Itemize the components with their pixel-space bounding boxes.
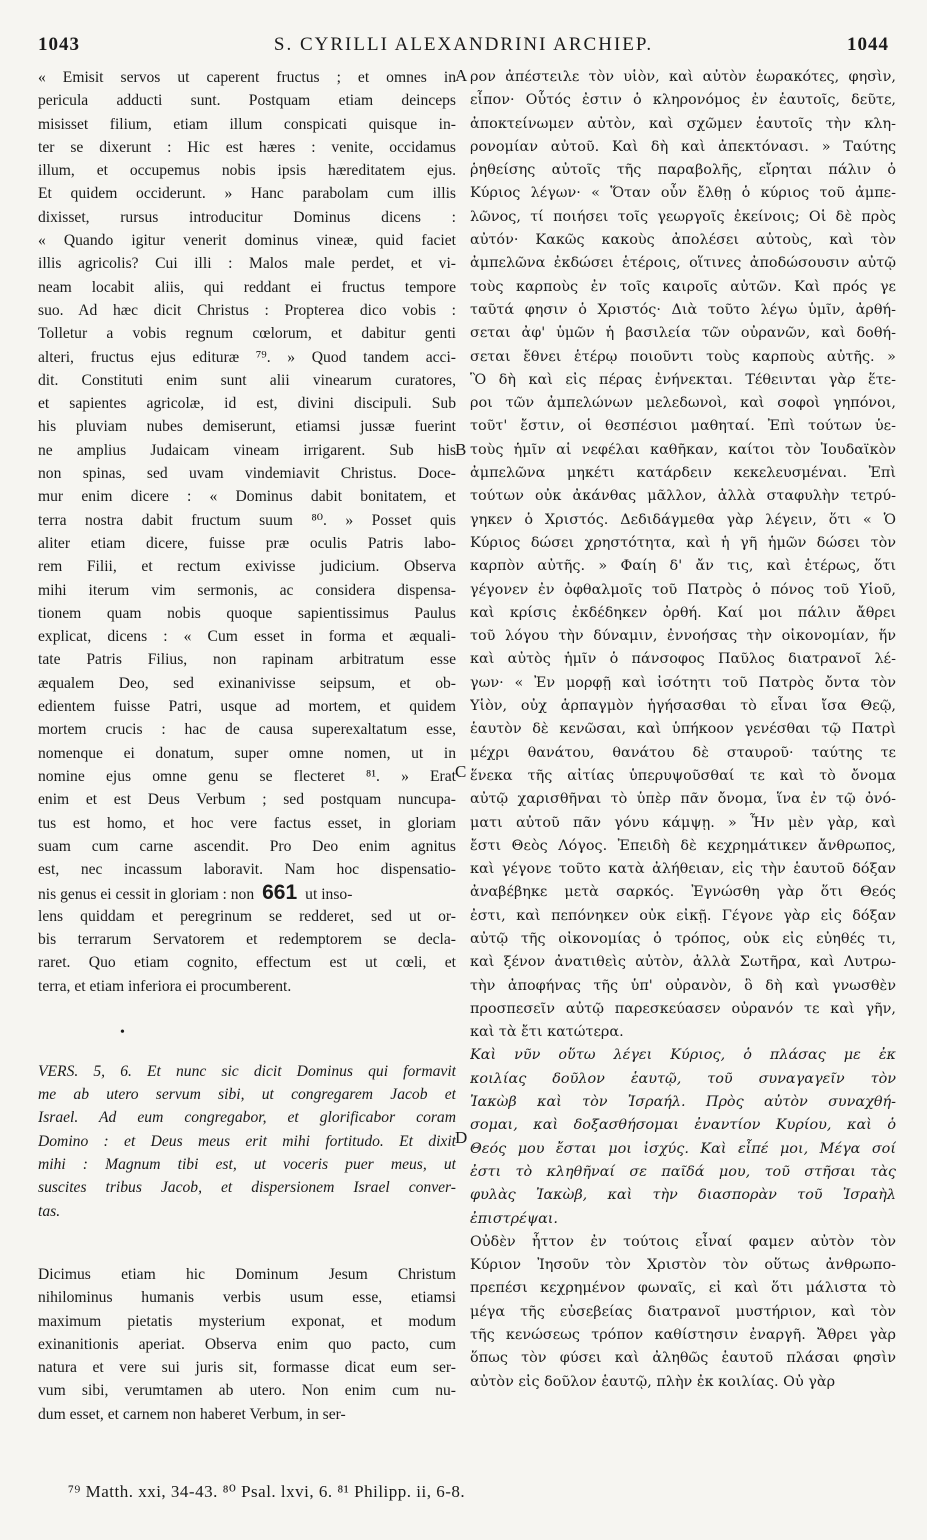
latin-line: terra nostra dabit fructum suum ⁸⁰. » Posset quis (38, 511, 456, 529)
greek-line: Κύριος λέγων· « Ὅταν οὖν ἔλθῃ ὁ κύριος τοῦ ἀμπε- (470, 185, 896, 202)
greek-line: καὶ τὰ ἔτι κατώτερα. (470, 1024, 624, 1041)
footnotes: ⁷⁹ Matth. xxi, 34-43. ⁸⁰ Psal. lxvi, 6. ⁸¹ Philipp. ii, 6-8. (68, 1482, 466, 1501)
latin-line: bis terrarum Servatorem et redemptorem se decla- (38, 930, 456, 948)
greek-line: καὶ ξένον ἀνατιθεὶς αὐτὸν, ἀλλὰ Σωτῆρα, καὶ Λυτρω- (470, 954, 896, 971)
latin-line: mihi iterum vim sermonis, ac considera dispensa- (38, 581, 456, 599)
latin-line: Tolletur a vobis regnum cœlorum, et dabitur genti (38, 325, 456, 343)
spacer (38, 998, 456, 1038)
latin-verse-line: VERS. 5, 6. Et nunc sic dicit Dominus qui formavit (38, 1062, 456, 1080)
latin-line: mur enim dicere : « Dominus dabit bonitatem, et (38, 488, 456, 506)
margin-letter-b: B (455, 440, 467, 459)
left-page-number: 1043 (38, 34, 80, 55)
latin-line: tate Patris Filius, non rapinam arbitratum esse (38, 651, 456, 669)
latin-verse-line: Israel. Ad eum congregabor, et glorificabor coram (38, 1109, 456, 1127)
greek-line: εἶπον· Οὗτός ἐστιν ὁ κληρονόμος ἐν ἑαυτοῖς, δεῦτε, (470, 92, 896, 109)
latin-line (38, 881, 456, 904)
greek-line: τῆς κενώσεως τρόπον καθίστησιν ἐναργῆ. Ἄθρει γὰρ (470, 1327, 896, 1344)
spacer (38, 1223, 456, 1263)
greek-line: σεται ἀφ' ὑμῶν ἡ βασιλεία τῶν οὐρανῶν, καὶ δοθή- (470, 325, 896, 342)
greek-verse-line: Ἰακὼβ καὶ τὸν Ἰσραήλ. Πρὸς αὐτὸν συναχθή- (470, 1094, 896, 1111)
greek-line: τὴν ἀποφήνας τῆς ὑπ' οὐρανὸν, ὃ δὴ καὶ γνωσθὲν (470, 977, 896, 994)
greek-line: τοὺς καρποὺς ἐν τοῖς καιροῖς αὐτῶν. Καὶ πρός γε (470, 278, 896, 295)
greek-line: ματι αὐτοῦ πᾶν γόνυ κάμψῃ. » Ἦν μὲν γὰρ, καὶ (470, 814, 896, 831)
greek-line: ρονομίαν αὐτοῦ. Καὶ δὴ καὶ ἀπεκτόνασι. » Ταύτης (470, 138, 896, 155)
latin-column (38, 66, 456, 1426)
greek-line: Κύριον Ἰησοῦν τὸν Χριστὸν τὸν οὕτως ἀνθρωπο- (470, 1257, 896, 1274)
greek-line: γων· « Ἐν μορφῇ καὶ ἰσότητι τοῦ Πατρὸς ὄντα τὸν (470, 674, 896, 691)
greek-line: καὶ κρίσις ἐκδέδηκεν ὀρθή. Καί μοι πάλιν ἄθρει (470, 604, 896, 621)
column-number: 661 (262, 881, 298, 905)
greek-line: ταῦτά φησιν ὁ Χριστός· Διὰ τοῦτο λέγω ὑμῖν, ἀρθή- (470, 301, 896, 318)
greek-line: τοὺς ἡμῖν αἱ νεφέλαι καθῆκαν, καίτοι τὸν Ἰουδαϊκὸν (470, 441, 896, 458)
latin-line: his pluviam nubes demiserunt, etiamsi jussæ fuerint (38, 418, 456, 436)
right-page-number: 1044 (847, 34, 889, 55)
latin-verse-line: me ab utero servum sibi, ut congregarem Jacob et (38, 1086, 456, 1104)
latin-line: dixisset, rursus introducitur Dominus dicens : (38, 208, 456, 226)
greek-line: ἀποκτείνωμεν αὐτὸν, καὶ σχῶμεν ἑαυτοῖς τὴν κλη- (470, 115, 896, 132)
greek-line: καὶ αὐτὸς ἡμῖν ὁ πάνσοφος Παῦλος διατρανοῖ λέ- (470, 651, 896, 668)
greek-line: ἐστι, καὶ πεπόνηκεν οὐκ εἰκῇ. Γέγονε γὰρ εἰς δόξαν (470, 907, 896, 924)
greek-line: τοῦ λόγου τὴν δύναμιν, ἐννοήσας τὴν οἰκονομίαν, ἥν (470, 628, 896, 645)
latin-line: explicat, dicens : « Cum esset in forma et æquali- (38, 628, 456, 646)
greek-line: ροι τῶν ἀμπελώνων μελεδωνοὶ, καὶ σοφοὶ γηπόνοι, (470, 395, 896, 412)
greek-line: τούτων οὐκ ἀκάνθας μᾶλλον, ἀλλὰ σταφυλὴν τετρύ- (470, 488, 896, 505)
greek-line: ἀμπελῶνα μηκέτι κατάρδειν κεκελευσμέναι. Ἐπὶ (470, 465, 896, 482)
latin-line: misisset filium, etiam illum conspicati quisque in- (38, 115, 456, 133)
latin-line: maximum pietatis mysterium exponat, et modum (38, 1312, 456, 1330)
greek-verse-line: Θεός μου ἔσται μοι ἰσχύς. Καὶ εἶπέ μοι, Μέγα σοί (470, 1140, 896, 1157)
greek-line: ἔστι Θεὸς Λόγος. Ἐπειδὴ δὲ κεχρημάτικεν ἄνθρωπος, (470, 837, 896, 854)
greek-verse-line: ἐπιστρέψαι. (470, 1210, 559, 1227)
latin-line: non spinas, sed uvam vindemiavit Christus. Doce- (38, 465, 456, 483)
latin-line: vum sibi, verumtamen ab utero. Non enim cum nu- (38, 1382, 456, 1400)
greek-line: τοῦτ' ἔστιν, οἱ θεσπέσιοι μαθηταί. Ἐπὶ τούτων ὑε- (470, 418, 896, 435)
margin-letter-d: D (455, 1128, 468, 1147)
greek-line: αὐτῷ χαρισθῆναι τὸ ὑπὲρ πᾶν ὄνομα, ἵνα ἐν τῷ ὀνό- (470, 791, 896, 808)
greek-line: γέγονεν ἐν ὀφθαλμοῖς τοῦ Πατρὸς ὁ πόνος τοῦ Υἱοῦ, (470, 581, 896, 598)
latin-line: natura et vere sui juris sit, formasse dicat eum ser- (38, 1359, 456, 1377)
greek-line: γηκεν ὁ Χριστός. Δεδιδάγμεθα γὰρ λέγειν, ὅτι « Ὁ (470, 511, 896, 528)
latin-line: est, nec incassum laboravit. Nam hoc dispensatio- (38, 861, 456, 879)
margin-letter-c: C (455, 762, 467, 781)
greek-verse-line: κοιλίας δοῦλον ἑαυτῷ, τοῦ συναγαγεῖν τὸν (470, 1070, 896, 1087)
latin-line: æqualem Deo, sed exinanivisse seipsum, et ob- (38, 674, 456, 692)
greek-line: ῥηθείσης αὐτοῖς τῆς παραβολῆς, εἴρηται πάλιν ὁ (470, 162, 896, 179)
latin-line: ne amplius Judaicam vineam irrigarent. Sub his (38, 441, 456, 459)
latin-line: dit. Constituti enim sunt alii vinearum curatores, (38, 371, 456, 389)
latin-line: Dicimus etiam hic Dominum Jesum Christum (38, 1265, 456, 1283)
text-segment: nis genus ei cessit in gloriam : non (38, 886, 255, 904)
latin-line: suo. Ad hæc dicit Christus : Propterea dico vobis : (38, 301, 456, 319)
greek-line: Υἱὸν, οὐχ ἁρπαγμὸν ἡγήσασθαι τὸ εἶναι ἴσα Θεῷ, (470, 698, 896, 715)
greek-line: ἑαυτὸν δὲ κενῶσαι, καὶ ὑπήκοον γενέσθαι τῷ Πατρὶ (470, 721, 896, 738)
text-segment: ut inso- (305, 886, 353, 904)
latin-line: nihilominus humanis verbis usum esse, etiamsi (38, 1289, 456, 1307)
greek-line: καὶ γέγονε τοῦτο κατὰ ἀλήθειαν, εἰς τὴν ἑαυτοῦ δόξαν (470, 861, 896, 878)
latin-line: tionem quam nobis quoque sapientissimus Paulus (38, 604, 456, 622)
greek-line: σεται ἔθνει ἑτέρῳ ποιοῦντι τοὺς καρποὺς αὐτῆς. » (470, 348, 896, 365)
greek-line: ἕνεκα τῆς αἰτίας ὑπερυψοῦσθαί τε καὶ τὸ ὄνομα (470, 767, 896, 784)
latin-line: neam locabit aliis, qui reddant ei fructus tempore (38, 278, 456, 296)
greek-line: ἀναβέβηκε μετὰ σαρκός. Ἐγνώσθη γὰρ ὅτι Θεός (470, 884, 896, 901)
latin-line: tus est homo, et hoc vere factus esset, in gloriam (38, 814, 456, 832)
greek-line: αὐτὸν εἰς δοῦλον ἑαυτῷ, πλὴν ἐκ κοιλίας. Οὐ γὰρ (470, 1373, 836, 1390)
greek-line: αὐτόν· Κακῶς κακοὺς ἀπολέσει αὐτοὺς, καὶ τὸν (470, 232, 896, 249)
greek-verse-line: Καὶ νῦν οὕτω λέγει Κύριος, ὁ πλάσας με ἐκ (470, 1047, 896, 1064)
latin-line: illum, et occupemus nobis ipsis hæreditatem ejus. (38, 162, 456, 180)
latin-line: raret. Quo etiam cognito, effectum est ut cœli, et (38, 954, 456, 972)
greek-verse-line: σομαι, καὶ δοξασθήσομαι ἐναντίον Κυρίου, καὶ ὁ (470, 1117, 896, 1134)
running-header (38, 34, 889, 62)
greek-line: Ὃ δὴ καὶ εἰς πέρας ἐνήνεκται. Τέθεινται γὰρ ἕτε- (470, 371, 896, 388)
greek-line: πρεπέσι κεχρημένον φωναῖς, εἰ καὶ ὅτι μάλιστα τὸ (470, 1280, 896, 1297)
greek-line: ἀμπελῶνα ἐκδώσει ἑτέροις, οἵτινες ἀποδώσουσιν αὐτῷ (470, 255, 896, 272)
latin-line: ter se dixerunt : Hic est hæres : venite, occidamus (38, 138, 456, 156)
latin-verse-line: tas. (38, 1202, 61, 1220)
latin-verse-line: suscites tribus Jacob, et dispersionem Israel conver- (38, 1179, 456, 1197)
greek-line: μέγα τῆς εὐσεβείας διατρανοῖ μυστήριον, καὶ τὸν (470, 1303, 896, 1320)
running-title: S. CYRILLI ALEXANDRINI ARCHIEP. (273, 34, 654, 55)
greek-line: λῶνος, τί ποιήσει τοῖς γεωργοῖς ἐκείνοις; Οἱ δὲ πρὸς (470, 208, 896, 225)
latin-line: terra, et etiam inferiora ei procumberent. (38, 977, 292, 995)
latin-line: nomine ejus omne genu se flecteret ⁸¹. » Erat (38, 767, 456, 785)
greek-verse-line: φυλὰς Ἰακὼβ, καὶ τὴν διασπορὰν τοῦ Ἰσραὴλ (470, 1187, 896, 1204)
greek-line: προσπεσεῖν αὐτῷ παρεσκεύασεν οὐρανόν τε καὶ γῆν, (470, 1000, 896, 1017)
latin-line: Et quidem occiderunt. » Hanc parabolam cum illis (38, 185, 456, 203)
greek-verse-line: ἐστι τὸ κληθῆναί σε παῖδά μου, τοῦ στῆσαι τὰς (470, 1163, 896, 1180)
latin-verse-line: mihi : Magnum tibi est, ut voceris puer meus, ut (38, 1156, 456, 1174)
latin-line: illis agricolis? Cui illi : Malos male perdet, et vi- (38, 255, 456, 273)
latin-verse-line: Domino : et Deus meus erit mihi fortitudo. Et dixit (38, 1132, 456, 1150)
latin-line: lens quiddam et peregrinum se redderet, sed ut or- (38, 907, 456, 925)
greek-line: ρον ἀπέστειλε τὸν υἱὸν, καὶ αὐτὸν ἑωρακότες, φησὶν, (470, 69, 896, 85)
latin-line: nomenque ei donatum, super omne nomen, ut in (38, 744, 456, 762)
latin-line: edientem fuisse Patri, usque ad mortem, et quidem (38, 698, 456, 716)
latin-line: et sapientes agricolæ, id est, divini discipuli. Sub (38, 395, 456, 413)
latin-line: rem Filii, et rectum exivisse judicium. Observa (38, 558, 456, 576)
margin-letter-a: A (455, 66, 468, 85)
latin-line: suam cum carne ascendit. Pro Deo enim agnitus (38, 837, 456, 855)
greek-line: Κύριος δώσει χρηστότητα, καὶ ἡ γῆ ἡμῶν δώσει τὸν (470, 534, 896, 551)
latin-line: exinanitionis aperiat. Observa enim quo pacto, cum (38, 1335, 456, 1353)
greek-line: αὐτῷ τῆς οἰκονομίας ὁ τρόπος, οὐκ εἰς εὐηθές τι, (470, 930, 896, 947)
latin-line: mortem crucis : hac de causa superexaltatum esse, (38, 721, 456, 739)
greek-line: καρπὸν αὐτῆς. » Φαίη δ' ἄν τις, καὶ ἑτέρως, ὅτι (470, 558, 896, 575)
section-dot: • (120, 1025, 125, 1040)
latin-line: dum esset, et carnem non haberet Verbum, in ser- (38, 1405, 346, 1423)
latin-line: « Emisit servos ut caperent fructus ; et omnes in (38, 69, 456, 86)
greek-line: ὅπως τὸν φύσει καὶ ἀληθῶς ἑαυτοῦ πλάσαι φησὶν (470, 1350, 896, 1367)
spacer (38, 1038, 456, 1060)
latin-line: enim et est Deus Verbum ; sed postquam nuncupa- (38, 791, 456, 809)
greek-line: μέχρι θανάτου, θανάτου δὲ σταυροῦ· ταύτης τε (470, 744, 896, 761)
latin-line: pericula adducti sunt. Postquam etiam deinceps (38, 92, 456, 110)
greek-line: Οὐδὲν ἧττον ἐν τούτοις εἶναί φαμεν αὐτὸν τὸν (470, 1233, 896, 1250)
latin-line: aliter etiam dicere, fuisse præ oculis Patris labo- (38, 534, 456, 552)
greek-column (470, 66, 896, 1394)
latin-line: « Quando igitur venerit dominus vineæ, quid faciet (38, 232, 456, 250)
latin-line: alteri, fructus ejus edituræ ⁷⁹. » Quod tandem acci- (38, 348, 456, 366)
